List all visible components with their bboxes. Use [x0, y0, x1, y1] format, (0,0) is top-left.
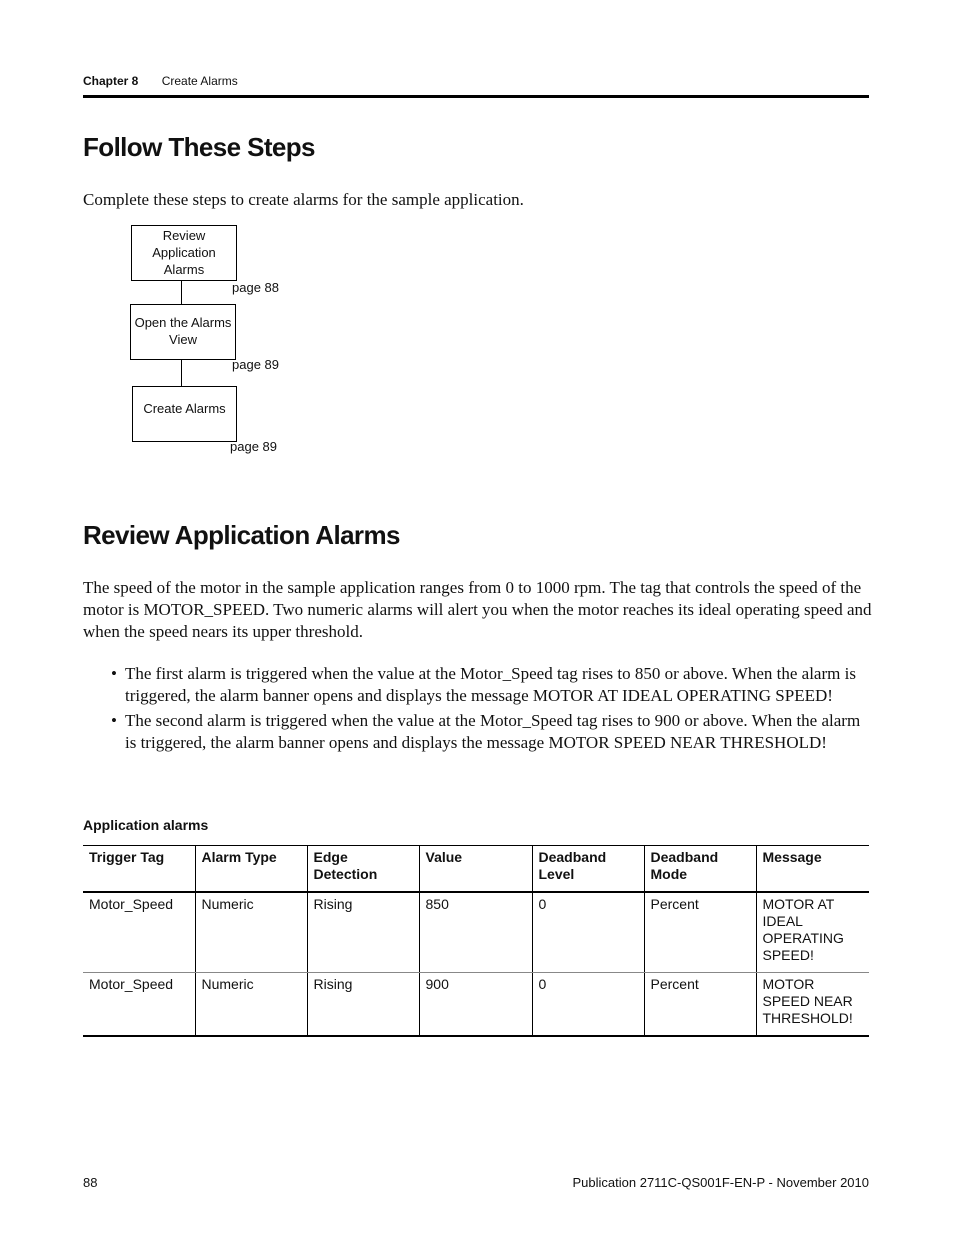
cell-deadband-mode: Percent [644, 892, 756, 973]
page-number: 88 [83, 1175, 98, 1190]
body-paragraph: The speed of the motor in the sample application ranges from 0 to 1000 rpm. The tag that controls the speed of the motor is MOTOR_SPEED. Two numeric alarms will alert you when the motor reaches its ideal operating speed and when the speed nears its upper threshold. [83, 578, 872, 641]
col-trigger-tag: Trigger Tag [83, 846, 195, 893]
cell-deadband-level: 0 [532, 892, 644, 973]
flow-step-review [131, 225, 237, 281]
flow-page-ref: page 89 [230, 439, 277, 454]
col-message: Message [756, 846, 869, 893]
cell-alarm-type: Numeric [195, 892, 307, 973]
cell-trigger-tag: Motor_Speed [83, 892, 195, 973]
header-rule [83, 95, 869, 98]
cell-message: MOTOR SPEED NEAR THRESHOLD! [756, 973, 869, 1037]
table-caption: Application alarms [83, 817, 209, 833]
bullet-text: The first alarm is triggered when the value at the Motor_Speed tag rises to 850 or above. When the alarm is triggered, the alarm banner opens and displays the message MOTOR AT IDEAL OPERATING SPEED! [125, 664, 856, 705]
col-value: Value [419, 846, 532, 893]
cell-trigger-tag: Motor_Speed [89, 976, 174, 992]
chapter-title: Create Alarms [161, 74, 238, 88]
table-row [83, 973, 869, 1037]
cell-message: MOTOR AT IDEAL OPERATING SPEED! [756, 892, 869, 973]
heading-follow-these-steps: Follow These Steps [83, 132, 315, 162]
col-edge-detection: Edge Detection [307, 846, 419, 893]
col-deadband-mode: Deadband Mode [644, 846, 756, 893]
list-item: • The second alarm is triggered when the value at the Motor_Speed tag rises to 900 or above. When the alarm is triggered, the alarm banner opens and displays the message MOTOR SPEED NEAR THRESHOLD! [111, 711, 861, 752]
flow-step-label: Create Alarms [143, 401, 226, 416]
list-item: • The first alarm is triggered when the value at the Motor_Speed tag rises to 850 or above. When the alarm is triggered, the alarm banner opens and displays the message MOTOR AT IDEAL OPERATING SPEED! [111, 664, 856, 705]
cell-edge-detection: Rising [307, 892, 419, 973]
table-row [83, 892, 869, 973]
cell-deadband-mode: Percent [644, 973, 756, 1037]
flow-step-create [132, 386, 237, 442]
cell-deadband-level: 0 [532, 973, 644, 1037]
table-header-row [83, 846, 869, 893]
flow-page-ref: page 89 [232, 357, 279, 372]
publication-info: Publication 2711C-QS001F-EN-P - November 2010 [572, 1175, 869, 1190]
flow-step-open-view [130, 304, 236, 360]
flow-step-label: Open the Alarms View [134, 315, 232, 347]
flow-step-label: Review Application Alarms [152, 228, 216, 277]
flow-connector [181, 360, 182, 386]
bullet-text: The second alarm is triggered when the value at the Motor_Speed tag rises to 900 or above. When the alarm is triggered, the alarm banner opens and displays the message MOTOR SPEED NEAR THRESHOLD! [125, 711, 861, 752]
cell-value: 850 [419, 892, 532, 973]
heading-review-application-alarms: Review Application Alarms [83, 520, 400, 550]
intro-paragraph: Complete these steps to create alarms for the sample application. [83, 190, 524, 209]
cell-value: 900 [419, 973, 532, 1037]
bullet-list [83, 663, 873, 757]
flow-page-ref: page 88 [232, 280, 279, 295]
col-deadband-level: Deadband Level [532, 846, 644, 893]
running-header [83, 74, 238, 88]
cell-alarm-type: Numeric [195, 973, 307, 1037]
cell-edge-detection: Rising [307, 973, 419, 1037]
flow-connector [181, 281, 182, 304]
alarms-table [83, 845, 869, 1037]
chapter-label: Chapter 8 [83, 74, 139, 88]
col-alarm-type: Alarm Type [195, 846, 307, 893]
